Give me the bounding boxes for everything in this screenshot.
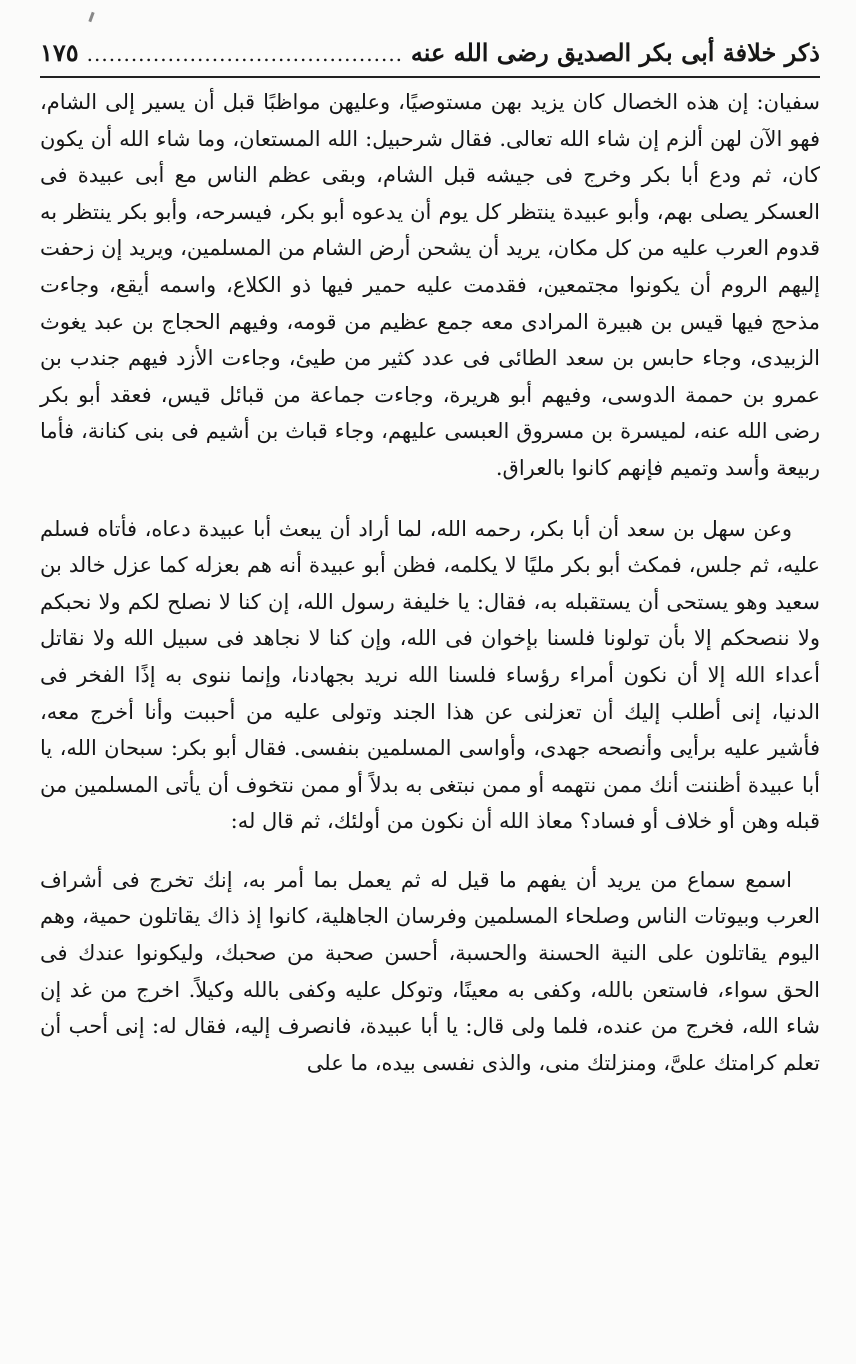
paragraph-gap xyxy=(40,487,820,511)
dot-leader xyxy=(87,37,403,71)
paragraph-1: سفيان: إن هذه الخصال كان يزيد بهن مستوصيًا، وعليهن مواظبًا قبل أن يسير إلى الشام، فهو الآن لهن ألزم إن شاء الله تعالى. فقال شرحبيل: الله المستعان، وما شاء الله أن يكون كان، ثم ودع أبا بكر وخرج فى جيشه قبل الشام، وبقى عظم الناس مع أبى عبيدة فى العسكر يصلى بهم، وأبو عبيدة ينتظر كل يوم أن يدعوه أبو بكر، فيسرحه، وأبو بكر ينتظر به قدوم العرب عليه من كل مكان، يريد أن يشحن أرض الشام من المسلمين، ويريد إن زحفت إليهم الروم أن يكونوا مجتمعين، فقدمت عليه حمير فيها ذو الكلاع، واسمه أيقع، وجاءت مذحج فيها قيس بن هبيرة المرادى معه جمع عظيم من قومه، وفيهم الحجاج بن عبد يغوث الزبيدى، وجاء حابس بن سعد الطائى فى عدد كثير من طيئ، وجاءت الأزد فيهم جندب بن عمرو بن حممة الدوسى، وفيهم أبو هريرة، وجاءت جماعة من قبائل قيس، فعقد أبو بكر رضى الله عنه، لميسرة بن مسروق العبسى عليهم، وجاء قباث بن أشيم فى بنى كنانة، فأما ربيعة وأسد وتميم فإنهم كانوا بالعراق. xyxy=(40,90,820,480)
paper-speck xyxy=(88,12,94,22)
paragraph-gap xyxy=(40,840,820,862)
page-number: ١٧٥ xyxy=(40,38,79,67)
running-title: ذكر خلافة أبى بكر الصديق رضى الله عنه xyxy=(410,38,820,67)
paragraph-3: اسمع سماع من يريد أن يفهم ما قيل له ثم يعمل بما أمر به، إنك تخرج فى أشراف العرب وبيوتات الناس وصلحاء المسلمين وفرسان الجاهلية، كانوا إذ ذاك يقاتلون حمية، وهم اليوم يقاتلون على النية الحسنة والحسبة، أحسن صحبة من صحبك، وليكونوا عندك فى الحق سواء، فاستعن بالله، وكفى به معينًا، وتوكل عليه وكفى بالله وكيلاً. اخرج من غد إن شاء الله، فخرج من عنده، فلما ولى قال: يا أبا عبيدة، فانصرف إليه، فقال له: إنى أحب أن تعلم كرامتك علىَّ، ومنزلتك منى، والذى نفسى بيده، ما على xyxy=(40,867,820,1075)
header-rule xyxy=(40,76,820,78)
paragraph-2: وعن سهل بن سعد أن أبا بكر، رحمه الله، لما أراد أن يبعث أبا عبيدة دعاه، فأتاه فسلم عليه، ثم جلس، فمكث أبو بكر مليًا لا يكلمه، فظن أبو عبيدة أنه هم بعزله كما عزل خالد بن سعيد وهو يستحى أن يستقبله به، فقال: يا خليفة رسول الله، إن كنا لا نصلح لكم ولا نحبكم ولا ننصحكم إلا بأن تولونا فلسنا بإخوان فى الله، وإن كنا لا نجاهد فى سبيل الله ولا نقاتل أعداء الله إلا أن نكون أمراء رؤساء فلسنا الله نريد بجهادنا، وإنما ننوى به إذًا الفخر فى الدنيا، إنى أطلب إليك أن تعزلنى عن هذا الجند وتولى عليه من أحببت وأنا أخرج معه، فأشير عليه برأيى وأنصحه جهدى، وأواسى المسلمين بنفسى. فقال أبو بكر: سبحان الله، يا أبا عبيدة أظننت أنك ممن نتهمه أو ممن نبتغى به بدلاً أو ممن نتخوف أن يأتى المسلمين من قبله وهن أو خلاف أو فساد؟ معاذ الله أن نكون من أولئك، ثم قال له: xyxy=(40,516,820,834)
